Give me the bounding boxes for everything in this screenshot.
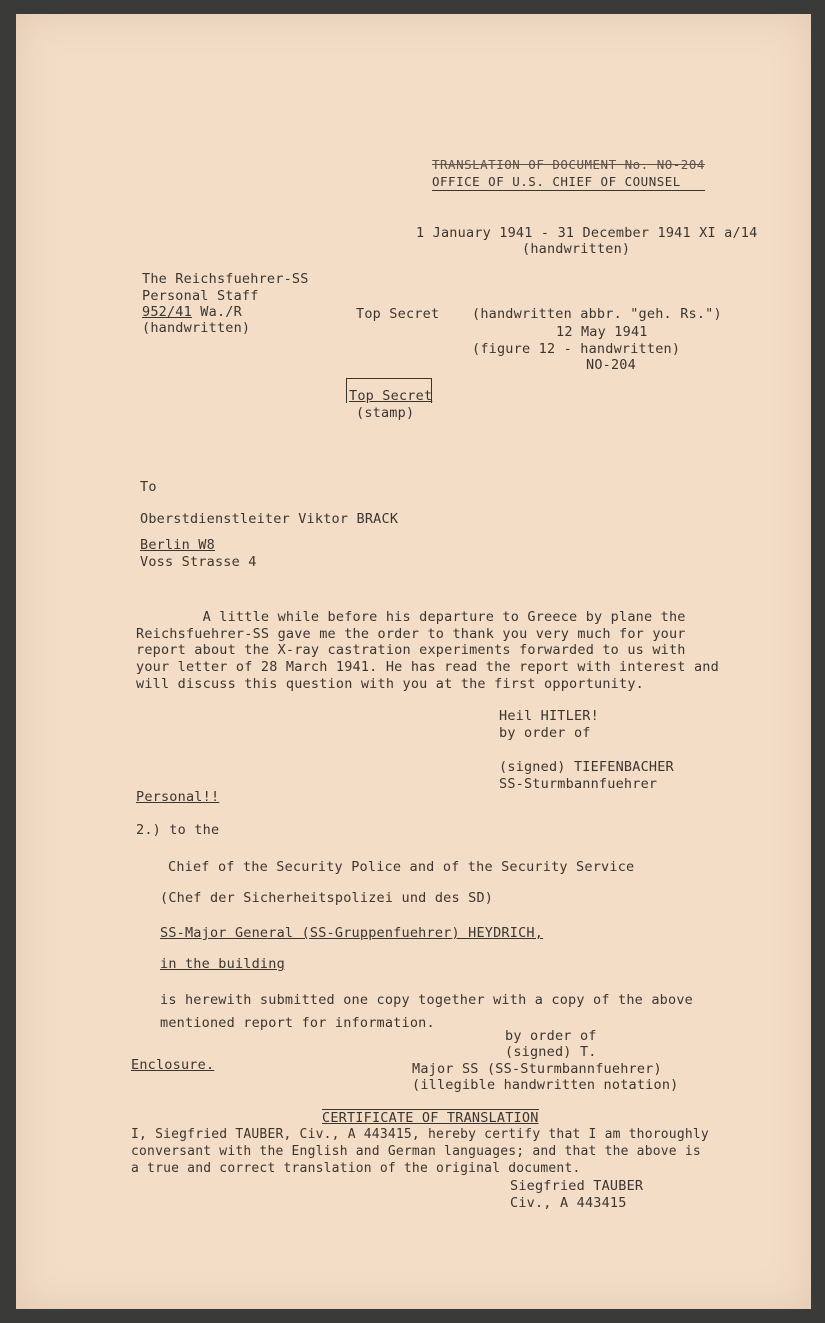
figure-note: (figure 12 - handwritten) [472,341,681,357]
certificate-line: conversant with the English and German languages; and that the above is [131,1144,701,1159]
body-line: your letter of 28 March 1941. He has read the report with interest and [136,659,719,675]
header-document-number: TRANSLATION OF DOCUMENT No. NO-204 [432,157,705,172]
translation-header [432,156,705,191]
body-line: A little while before his departure to Greece by plane the [136,609,686,625]
recipient-street: Voss Strasse 4 [140,554,257,570]
body-line: report about the X-ray castration experiments forwarded to us with [136,642,686,658]
closing-salute: Heil HITLER! [499,708,599,724]
recipient-name: Oberstdienstleiter Viktor BRACK [140,511,399,527]
reference-number: 952/41 [142,304,192,320]
to-label: To [140,479,157,495]
closing-signature: (signed) TIEFENBACHER [499,759,674,775]
sender-title: The Reichsfuehrer-SS [142,271,309,287]
certificate-line: I, Siegfried TAUBER, Civ., A 443415, hereby certify that I am thoroughly [131,1127,709,1142]
second-order: by order of [505,1028,597,1044]
building-line: in the building [160,956,285,972]
body-line: Reichsfuehrer-SS gave me the order to thank you very much for your [136,626,686,642]
stamp-note: (stamp) [356,405,415,421]
submitted-line: is herewith submitted one copy together with a copy of the above [160,992,693,1008]
sender-note: (handwritten) [142,320,251,336]
certificate-id: Civ., A 443415 [510,1195,627,1211]
item-two: 2.) to the [136,822,220,838]
sender-staff: Personal Staff [142,288,259,304]
chief-line: Chief of the Security Police and of the Security Service [168,859,635,875]
certificate-rule [322,1109,539,1127]
certificate-title: CERTIFICATE OF TRANSLATION [322,1110,539,1126]
classification: Top Secret [356,306,440,322]
reference-suffix: Wa./R [200,304,242,320]
certificate-line: a true and correct translation of the original document. [131,1161,581,1176]
closing-rank: SS-Sturmbannfuehrer [499,776,658,792]
sender-reference [142,304,242,321]
header-office: OFFICE OF U.S. CHIEF OF COUNSEL [432,173,705,191]
date-note: (handwritten) [522,241,631,257]
second-signature: (signed) T. [505,1044,597,1060]
date-range: 1 January 1941 - 31 December 1941 XI a/14 [416,225,758,241]
second-rank: Major SS (SS-Sturmbannfuehrer) [412,1061,662,1077]
personal-mark: Personal!! [136,789,220,805]
heydrich-line: SS-Major General (SS-Gruppenfuehrer) HEYDRICH, [160,925,544,941]
right-note-abbr: (handwritten abbr. "geh. Rs.") [472,306,722,322]
submitted-line: mentioned report for information. [160,1015,435,1031]
certificate-signature: Siegfried TAUBER [510,1178,644,1194]
recipient-city: Berlin W8 [140,537,215,553]
letter-date: 12 May 1941 [556,324,648,340]
stamp-text: Top Secret [349,388,433,404]
closing-order: by order of [499,725,591,741]
second-note: (illegible handwritten notation) [412,1077,679,1093]
body-line: will discuss this question with you at the first opportunity. [136,676,644,692]
doc-number: NO-204 [586,357,636,373]
chief-german: (Chef der Sicherheitspolizei und des SD) [160,890,494,906]
enclosure-label: Enclosure. [131,1057,215,1073]
